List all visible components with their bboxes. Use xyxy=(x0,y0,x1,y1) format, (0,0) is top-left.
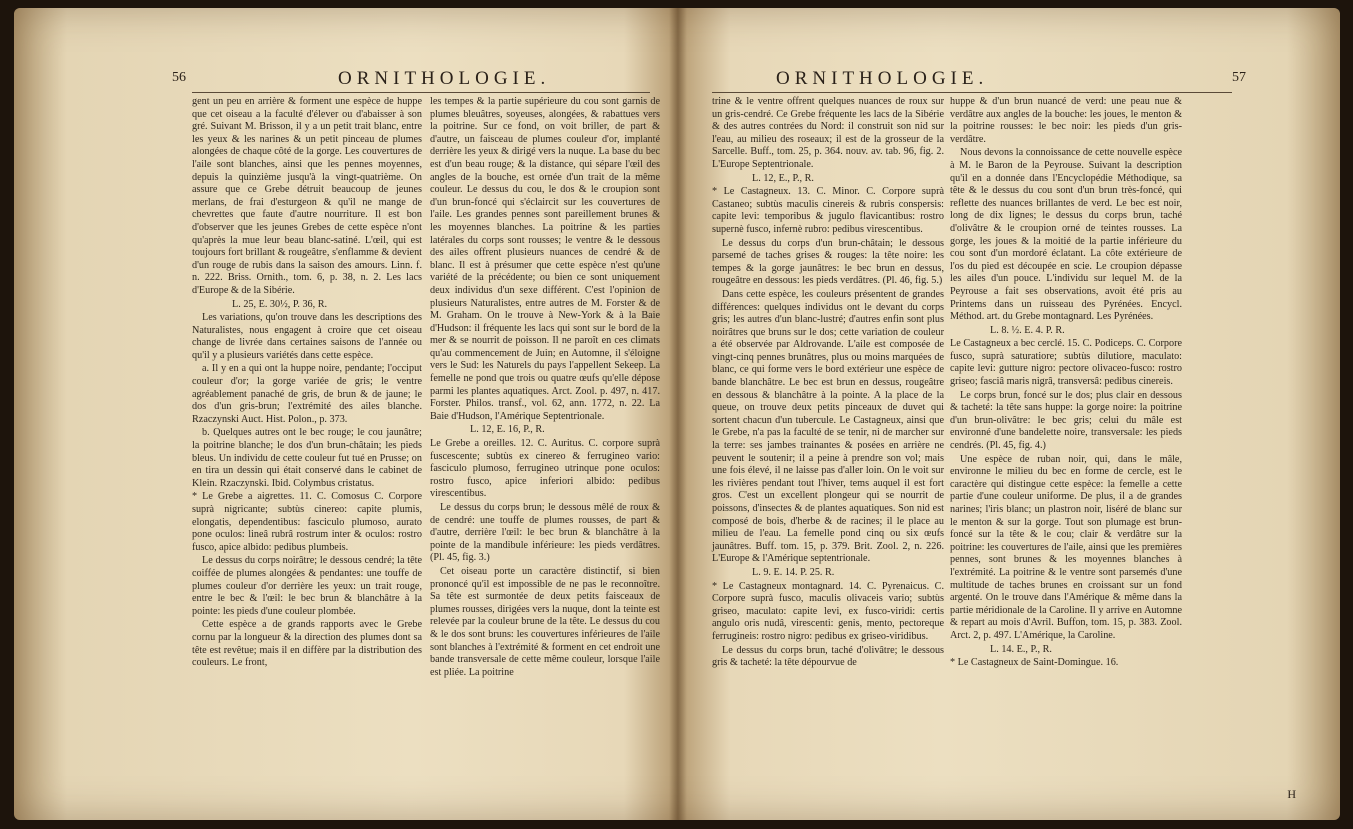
text-paragraph: Le dessus du corps brun, taché d'olivâtre; le dessous gris & tacheté: la tête dépourvue de xyxy=(712,644,944,669)
left-column-2 xyxy=(430,96,660,680)
text-paragraph: Le corps brun, foncé sur le dos; plus clair en dessous & tacheté: la tête sans huppe: la gorge noire: la poitrine d'un brun-olivâtre: le bec gris; celui du mâle est environné d'une bandelette noire, transversale: les pieds cendrés. (Pl. 45, fig. 4.) xyxy=(950,389,1182,452)
right-page xyxy=(684,8,1340,820)
species-entry: * Le Castagneux. 13. C. Minor. C. Corpore suprà Castaneo; subtùs maculis cinereis & rubris conspersis: capite levi: temporibus & jugulo flavicantibus: rostro supernè fusco, infernè rubro: pedibus virescentibus. xyxy=(712,186,944,235)
left-column-1 xyxy=(192,96,422,671)
right-column-1 xyxy=(712,96,944,671)
left-running-head: ORNITHOLOGIE. xyxy=(338,68,551,89)
left-header-rule xyxy=(192,92,650,93)
text-paragraph: huppe & d'un brun nuancé de verd: une peau nue & verdâtre aux angles de la bouche: les joues, le menton & la poitrine rousses: le bec noir: les pieds d'un gris-verdâtre. xyxy=(950,96,1182,145)
text-paragraph: gent un peu en arrière & forment une espèce de huppe que cet oiseau a la faculté d'élever ou d'abaisser à son gré. Suivant M. Brisson, il y a un petit trait blanc, entre les yeux & les narines & un petit pinceau de plumes alongées de chaque côté de la gorge. Les couvertures de l'aile sont blanches, ainsi que les pennes moyennes, depuis la quinzième jusqu'à la vingt-quatrième. On assure que ce Grebe détruit beaucoup de jeunes merlans, de frai d'esturgeon & qu'il ne mange de chevrettes que faute d'autre nourriture. Il est bon d'observer que les jeunes Grebes de cette espèce n'ont qu'après la mue leur beau blanc-satiné. L'œil, qui est toujours fort brillant & rougeâtre, s'enflamme & devient d'un rouge de rubis dans la saison des amours. Linn. f. n. 222. Briss. Ornith., tom. 6, p. 38, n. 2. Les lacs d'Europe & de la Sibérie. xyxy=(192,96,422,296)
text-paragraph: les tempes & la partie supérieure du cou sont garnis de plumes bleuâtres, soyeuses, alongées, & rabattues vers la poitrine. Sur ce fond, on voit briller, de part & d'autre, un faisceau de plumes couleur d'or, implanté derrière les yeux & dirigé vers la nuque. La base du bec est d'un beau rouge; & la distance, qui sépare l'œil des angles de la bouche, est ornée d'un trait de la même couleur. Le dessus du cou, le dos & le croupion sont d'un brun-foncé qui s'éclaircit sur les couvertures de l'aile. Les grandes pennes sont pareillement brunes & les moyennes blanches. La poitrine & les parties latérales du corps sont rousses; le ventre & le dessous des ailes offrent plusieurs nuances de cendré & de blanc. Il est à présumer que cette espèce n'est qu'une variété de la précédente; ou bien ce sont uniquement deux individus d'un sexe différent. C'est l'opinion de plusieurs Naturalistes, entre autres de M. Forster & de M. Graham. On le trouve à New-York & à la Baie d'Hudson: il fréquente les lacs qui sont sur le bord de la mer & se nourrit de poisson. Il ne paroît en ces climats qu'au commencement de Juin; en Automne, il s'éloigne vers le Sud: les Naturels du pays l'appellent Sekeep. La femelle ne pond que trois ou quatre œufs qu'elle dépose parmi les plantes aquatiques. Arct. Zool. p. 497, n. 417. Forster. Philos. transf., vol. 62, ann. 1772, n. 22. La Baie d'Hudson, l'Amérique Septentrionale. xyxy=(430,96,660,422)
species-entry: Le Grebe a oreilles. 12. C. Auritus. C. corpore suprà fuscescente; subtùs ex cinereo & ferrugineo vario: fasciculo plumoso, ferrugineo utrinque pone oculos: rostro fusco, apice inferiori albido: pedibus virescentibus. xyxy=(430,438,660,500)
right-running-head: ORNITHOLOGIE. xyxy=(776,68,989,89)
right-column-2 xyxy=(950,96,1182,671)
left-page-number: 56 xyxy=(172,70,186,85)
text-paragraph: Une espèce de ruban noir, qui, dans le mâle, environne le milieu du bec en forme de cercle, est le caractère qui distingue cette espèce: la femelle a cette partie d'une couleur uniforme. De plus, il a de grandes narines; l'iris blanc; un plastron noir, liséré de blanc sur le menton & sur la gorge. Tout son plumage est brun-foncé sur la tête & le cou; clair & verdâtre sur la poitrine: les couvertures de l'aile, ainsi que les premières pennes, sont brunes & les moyennes blanches à l'extrémité. La poitrine & le ventre sont parsemés d'une multitude de taches brunes en croissant sur un fond argenté. On le trouve dans l'Amérique & même dans la partie méridionale de la Caroline. Il y arrive en Automne & repart au mois d'Avril. Buffon, tom. 15, p. 383. Zool. Arct. 2, p. 497. L'Amérique, la Caroline. xyxy=(950,453,1182,641)
text-paragraph: trine & le ventre offrent quelques nuances de roux sur un gris-cendré. Ce Grebe fréquente les lacs de la Sibérie & des autres contrées du Nord: il construit son nid sur l'eau, au milieu des roseaux; il est de la grosseur de la Sarcelle. Buff., tom. 25, p. 364. nouv. av. tab. 96, fig. 2. L'Europe Septentrionale. xyxy=(712,96,944,170)
measurement-line: L. 25, E. 30½, P. 36, R. xyxy=(232,298,328,310)
text-paragraph: Les variations, qu'on trouve dans les descriptions des Naturalistes, nous engagent à croire que cet oiseau change de livrée dans certaines saisons de l'année ou qu'il y a plusieurs variétés dans cette espèce. xyxy=(192,312,422,361)
measurement-line: L. 12, E. 16, P., R. xyxy=(470,424,545,436)
text-paragraph: Cet oiseau porte un caractère distinctif, si bien prononcé qu'il est impossible de ne pas le reconnoître. Sa tête est surmontée de deux petits faisceaux de plumes rousses, dirigées vers la nuque, dont la teinte est relevée par la couleur brune de la tête. Le dessus du cou & le dos sont bruns: les couvertures inférieures de l'aile sont blanches à l'extrémité & forment en cet endroit une bande transversale de cette même couleur, lorsque l'aile est pliée. La poitrine xyxy=(430,565,660,678)
text-paragraph: a. Il y en a qui ont la huppe noire, pendante; l'occiput couleur d'or; la gorge variée de gris; le ventre agréablement panaché de gris, de brun & de jaune; le dos d'un gris-brun; l'extrémité des ailes blanche. Rzaczynski Auct. Hist. Polon., p. 373. xyxy=(192,363,422,425)
book-spread xyxy=(14,8,1340,820)
text-paragraph: Le dessus du corps noirâtre; le dessous cendré; la tête coiffée de plumes alongées & pendantes: une touffe de plumes couleur d'or derrière les yeux: un trait rouge, entre le bec & l'œil: le bec brun & blanchâtre à la pointe: les pieds d'une couleur plombée. xyxy=(192,555,422,617)
text-paragraph: Cette espèce a de grands rapports avec le Grebe cornu par la longueur & la direction des plumes dont sa tête est revêtue; mais il en diffère par la distribution des couleurs. Le front, xyxy=(192,619,422,669)
text-paragraph: Dans cette espèce, les couleurs présentent de grandes différences: quelques individus ont le devant du corps gris; les autres d'un blanc-lustré; d'autres enfin sont plus noirâtres que bruns sur le dos; cette variation de couleur a été observée par Aldrovande. L'aile est composée de vingt-cinq pennes brunâtres, plus ou moins marquées de blanc, ce qui forme vers le bord extérieur une espèce de bande blanchâtre. Le bec est brun en dessus, rougeâtre en dessous & blanchâtre à la pointe. A la place de la queue, on trouve deux petits pinceaux de duvet qui sortent chacun d'un tubercule. Le Castagneux, ainsi que le Grebe, n'a pas la faculté de se tenir, ni de marcher sur la terre: ses jambes trainantes & posées en arrière ne peuvent le soutenir; il a peine à prendre son vol; mais une fois élevé, il ne laisse pas d'aller loin. On le voit sur les rivières pendant tout l'hiver, tems auquel il est fort gros. C'est un excellent plongeur qui se nourrit de poissons, d'insectes & de plantes aquatiques. Son nid est composé de bois, d'herbe & de racines; il le place au milieu de l'eau. La femelle pond cinq ou six œufs jaunâtres. Buff. tom. 15, p. 379. Brit. Zool. 2, n. 226. L'Europe & l'Amérique septentrionale. xyxy=(712,288,944,565)
left-page xyxy=(14,8,670,820)
signature-mark: H xyxy=(1287,787,1296,801)
species-entry: * Le Grebe a aigrettes. 11. C. Comosus C. Corpore suprà nigricante; subtùs cinereo: capite plumis, elongatis, dependentibus: fasciculo plumoso, aurato pone oculos: lineâ rubrâ rostrum inter & oculos: rostro fusco, apice albido: pedibus plumbeis. xyxy=(192,491,422,553)
text-paragraph: Le dessus du corps d'un brun-châtain; le dessous parsemé de taches grises & rouges: la tête noire: les tempes & la gorge jaunâtres: le bec brun en dessus, rougeâtre en dessous: les pieds verdâtres. (Pl. 46, fig. 5.) xyxy=(712,237,944,287)
measurement-line: L. 9. E. 14. P. 25. R. xyxy=(752,566,835,578)
text-paragraph: b. Quelques autres ont le bec rouge; le cou jaunâtre; la poitrine blanche; le dos d'un brun-châtain; les pieds bleus. Un individu de cette couleur fut tué en Prusse; on en tira un dessin qui était conservé dans le cabinet de Klein. Rzaczynski. Ibid. Colymbus cristatus. xyxy=(192,427,422,489)
text-paragraph: Le dessus du corps brun; le dessous mêlé de roux & de cendré: une touffe de plumes rousses, de part & d'autre, derrière l'œil: le bec brun & blanchâtre à la pointe de la mandibule inférieure: les pieds verdâtres. (Pl. 45, fig. 3.) xyxy=(430,502,660,564)
right-header-rule xyxy=(712,92,1232,93)
species-entry: Le Castagneux a bec cerclé. 15. C. Podiceps. C. Corpore fusco, suprà saturatiore; subtùs dilutiore, maculato: capite levi: gutture nigro: pectore olivaceo-fusco: rostro griseo; fasciâ maris nigrâ, transversâ: pedibus cinereis. xyxy=(950,338,1182,388)
species-entry: * Le Castagneux montagnard. 14. C. Pyrenaicus. C. Corpore suprà fusco, maculis olivaceis vario; subtùs griseo, maculato: capite levi, ex fusco-viridi: certis angulo oris nudâ, virescenti: genis, mento, pectoreque ferrugineis: rostro nigro: pedibus ex griseo-viridibus. xyxy=(712,580,944,642)
measurement-line: L. 12, E., P., R. xyxy=(752,172,814,184)
text-paragraph: Nous devons la connoissance de cette nouvelle espèce à M. le Baron de la Peyrouse. Suivant la description qu'il en a donnée dans l'Encyclopédie Méthodique, sa tête & le dessus du cou sont d'un brun très-foncé, qui reflette des nuances brillantes de verd. Le bec est noir, long de dix lignes; le dessus du corps brun, taché d'olivâtre & le croupion orné de teintes rousses. La gorge, les joues & la moitié de la partie inférieure du cou sont d'un mordoré éclatant. La côte extérieure de l'os du pied est découpée en scie. Le croupion dépasse les ailes d'un pouce. L'individu sur lequel M. de la Peyrouse a fait ses observations, avoit été pris au Printems dans un ruisseau des Pyrénées. Encycl. Méthod. art. du Grebe montagnard. Les Pyrénées. xyxy=(950,147,1182,323)
species-entry: * Le Castagneux de Saint-Domingue. 16. xyxy=(950,657,1119,669)
measurement-line: L. 14. E., P., R. xyxy=(990,643,1052,655)
measurement-line: L. 8. ½. E. 4. P. R. xyxy=(990,324,1065,336)
right-page-number: 57 xyxy=(1232,70,1246,85)
